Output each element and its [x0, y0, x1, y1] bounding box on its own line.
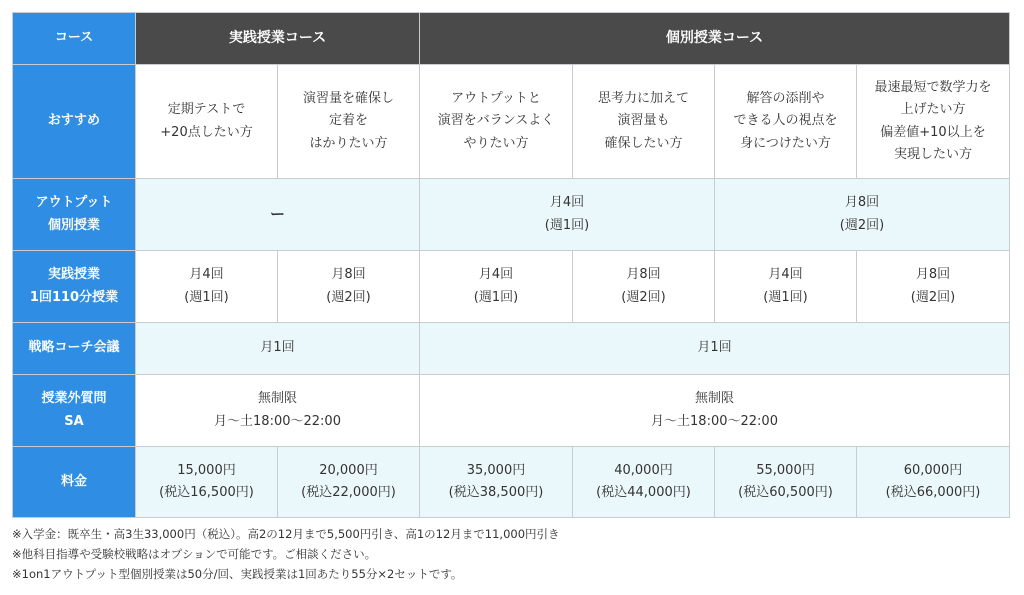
questions-cell: 無制限 月〜土18:00〜22:00 [420, 375, 1009, 446]
practice-lessons-cell: 月8回 (週2回) [857, 251, 1009, 322]
course-header-label: コース [13, 13, 135, 64]
fee-cell: 60,000円 (税込66,000円) [857, 447, 1009, 517]
footnote: ※入学金：既卒生・高3生33,000円（税込）。高2の12月まで5,500円引き、高1の12月まで11,000円引き [12, 527, 560, 541]
fee-cell: 20,000円 (税込22,000円) [278, 447, 419, 517]
fee-cell: 15,000円 (税込16,500円) [136, 447, 277, 517]
recommend-cell: 思考力に加えて 演習量も 確保したい方 [573, 65, 714, 178]
output-lessons-cell: 月8回 (週2回) [715, 179, 1009, 250]
practice-lessons-cell: 月8回 (週2回) [278, 251, 419, 322]
questions-cell: 無制限 月〜土18:00〜22:00 [136, 375, 419, 446]
recommend-cell: 定期テストで +20点したい方 [136, 65, 277, 178]
recommend-label: おすすめ [13, 65, 135, 178]
coach-meeting-cell: 月1回 [136, 323, 419, 374]
footnote: ※他科目指導や受験校戦略はオプションで可能です。ご相談ください。 [12, 547, 377, 562]
individual-course-header: 個別授業コース [420, 13, 1009, 64]
output-lessons-cell: ー [136, 179, 419, 250]
questions-label: 授業外質問 SA [13, 375, 135, 446]
coach-meeting-label: 戦略コーチ会議 [13, 323, 135, 374]
practice-lessons-label: 実践授業 1回110分授業 [13, 251, 135, 322]
fees-label: 料金 [13, 447, 135, 517]
coach-meeting-cell: 月1回 [420, 323, 1009, 374]
practice-lessons-cell: 月4回 (週1回) [715, 251, 856, 322]
recommend-cell: 解答の添削や できる人の視点を 身につけたい方 [715, 65, 856, 178]
recommend-cell: アウトプットと 演習をバランスよく やりたい方 [420, 65, 572, 178]
course-table [12, 12, 1010, 518]
output-lessons-cell: 月4回 (週1回) [420, 179, 714, 250]
output-lessons-label: アウトプット 個別授業 [13, 179, 135, 250]
fee-cell: 40,000円 (税込44,000円) [573, 447, 714, 517]
footnote: ※1on1アウトプット型個別授業は50分/回、実践授業は1回あたり55分×2セットです。 [12, 567, 463, 582]
practice-course-header: 実践授業コース [136, 13, 419, 64]
recommend-cell: 最速最短で数学力を 上げたい方 偏差値+10以上を 実現したい方 [857, 65, 1009, 178]
recommend-cell: 演習量を確保し 定着を はかりたい方 [278, 65, 419, 178]
fee-cell: 35,000円 (税込38,500円) [420, 447, 572, 517]
practice-lessons-cell: 月4回 (週1回) [420, 251, 572, 322]
practice-lessons-cell: 月8回 (週2回) [573, 251, 714, 322]
footnotes [12, 524, 560, 584]
fee-cell: 55,000円 (税込60,500円) [715, 447, 856, 517]
practice-lessons-cell: 月4回 (週1回) [136, 251, 277, 322]
